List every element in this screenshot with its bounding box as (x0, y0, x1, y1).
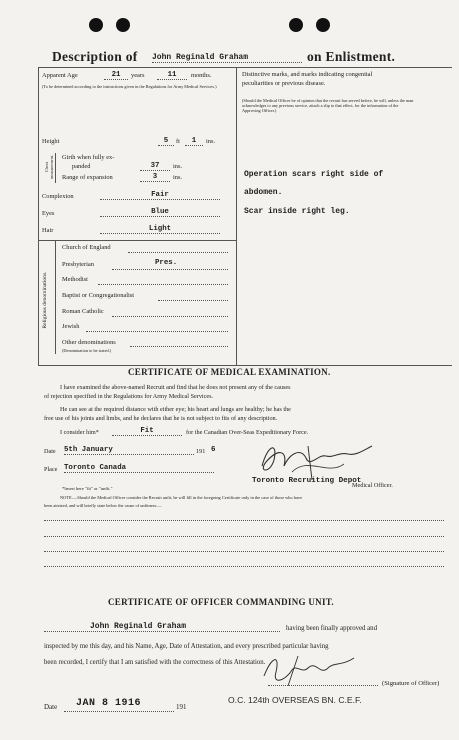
unfit-cause-line (44, 566, 444, 567)
officer-date-stamp: JAN 8 1916 (76, 698, 142, 709)
months-label: months. (191, 72, 212, 79)
hair-value: Light (100, 225, 220, 234)
religion-bracket (55, 240, 56, 354)
distinctive-note: (Should the Medical Officer be of opinion that the recruit has served before, he will, unless the man acknowledges to any previous service, attach a slip to that effect, for the information of the Approving Officer.) (242, 98, 414, 113)
religion-item-jewish: Jewish (62, 323, 80, 330)
religion-item-other: Other denominations (62, 339, 116, 346)
officer-date-line (64, 711, 174, 712)
medical-place-label: Place (44, 466, 58, 473)
ft-label: ft (176, 138, 180, 145)
religion-top-rule (38, 240, 236, 241)
punch-hole (289, 18, 303, 32)
punch-hole (116, 18, 130, 32)
religion-line (158, 300, 228, 301)
age-note: (To be determined according to the instructions given in the Regulations for Army Medical Services.) (42, 84, 217, 89)
religion-line (130, 346, 228, 347)
religion-item-methodist: Methodist (62, 276, 88, 283)
officer-recruit-name: John Reginald Graham (44, 622, 280, 632)
religion-item-roman-catholic: Roman Catholic (62, 308, 104, 315)
girth-label-1: Girth when fully ex- (62, 154, 115, 161)
girth-ins-label: ins. (173, 163, 183, 170)
officer-signature (258, 650, 358, 690)
religion-item-church-of-england: Church of England (62, 244, 111, 251)
officer-signature-line (268, 685, 378, 686)
fitness-value: Fit (112, 427, 182, 436)
hair-label: Hair (42, 227, 54, 234)
girth-value: 37 (140, 162, 170, 171)
ins-label: ins. (206, 138, 216, 145)
table-bottom-rule (38, 365, 452, 366)
table-top-rule (38, 67, 452, 68)
officer-date-label: Date (44, 703, 58, 711)
age-label: Apparent Age (42, 72, 78, 79)
medical-year-prefix: 191 (196, 448, 206, 455)
unfit-cause-line (44, 520, 444, 521)
officer-heading: CERTIFICATE OF OFFICER COMMANDING UNIT. (108, 597, 334, 607)
unfit-cause-line (44, 551, 444, 552)
recruit-name: John Reginald Graham (152, 53, 302, 63)
table-left-rule (38, 67, 39, 365)
height-inches: 1 (185, 137, 203, 146)
range-value: 3 (140, 173, 170, 182)
unfit-cause-line (44, 536, 444, 537)
chest-bracket (55, 153, 56, 183)
medical-para1-line1: I have examined the above-named Recruit and find that he does not present any of the causes (60, 384, 291, 391)
title-prefix: Description of (52, 49, 138, 64)
religion-presbyterian-value: Pres. (155, 259, 178, 267)
religion-line (128, 252, 228, 253)
unfit-note-line2: been attested, and will briefly state below the cause of unfitness:— (44, 503, 162, 508)
consider-prefix: I consider him* (60, 429, 99, 436)
medical-para2-line1: He can see at the required distance with either eye; his heart and lungs are healthy; he has the (60, 406, 291, 413)
unit-stamp: O.C. 124th OVERSEAS BN. C.E.F. (228, 695, 362, 705)
religion-item-presbyterian: Presbyterian (62, 261, 94, 268)
distinctive-label-1: Distinctive marks, and marks indicating congenital (242, 71, 373, 78)
officer-year-prefix: 191 (176, 703, 187, 711)
complexion-label: Complexion (42, 193, 74, 200)
years-label: years (131, 72, 145, 79)
complexion-value: Fair (100, 191, 220, 200)
medical-officer-signature (248, 436, 378, 486)
age-years: 21 (104, 71, 128, 80)
medical-place-value: Toronto Canada (64, 464, 214, 473)
religion-line (112, 316, 228, 317)
distinctive-line-1: Operation scars right side of (244, 170, 384, 179)
punch-hole (316, 18, 330, 32)
height-feet: 5 (158, 137, 174, 146)
depot-stamp: Toronto Recruiting Depot (252, 477, 362, 485)
range-ins-label: ins. (173, 174, 183, 181)
medical-year-digit: 6 (211, 446, 216, 454)
religion-item-baptist: Baptist or Congregationalist (62, 292, 135, 299)
eyes-value: Blue (100, 208, 220, 217)
officer-line3: been recorded, I certify that I am satisfied with the correctness of this Attestation. (44, 659, 266, 666)
officer-signature-label: (Signature of Officer) (382, 680, 440, 687)
officer-line1-suffix: having been finally approved and (286, 625, 377, 632)
chest-side-label: Chest measurement. (44, 155, 54, 179)
distinctive-label-2: peculiarities or previous disease. (242, 80, 326, 87)
age-months: 11 (157, 71, 187, 80)
punch-hole (89, 18, 103, 32)
distinctive-line-2: abdomen. (244, 188, 283, 197)
range-label: Range of expansion (62, 174, 113, 181)
eyes-label: Eyes (42, 210, 55, 217)
medical-date-label: Date (44, 448, 56, 455)
officer-line2: inspected by me this day, and his Name, Age, Date of Attestation, and every prescribed particular having (44, 643, 329, 650)
religion-line (98, 284, 228, 285)
girth-label-2: panded (72, 163, 91, 170)
medical-para2-line2: free use of his joints and limbs, and he declares that he is not subject to fits of any description. (44, 415, 278, 422)
consider-suffix: for the Canadian Over-Seas Expeditionary Force. (186, 429, 309, 436)
column-divider (236, 67, 237, 365)
insert-note: *Insert here "fit" or "unfit." (62, 486, 113, 491)
religion-line (86, 331, 228, 332)
height-label: Height (42, 138, 60, 145)
medical-para1-line2: of rejection specified in the Regulations for Army Medical Services. (44, 393, 214, 400)
religion-other-note: (Denomination to be stated.) (62, 348, 112, 353)
religion-side-label: Religious denominations. (42, 271, 48, 329)
medical-officer-label: Medical Officer. (352, 482, 393, 489)
title-suffix: on Enlistment. (307, 49, 396, 64)
religion-line (112, 269, 228, 270)
medical-heading: CERTIFICATE OF MEDICAL EXAMINATION. (128, 367, 331, 377)
unfit-note-line1: NOTE.—Should the Medical Officer consider the Recruit unfit, he will fill in the foregoing Certificate only in the case of those who have (60, 495, 303, 500)
medical-date-value: 5th January (64, 446, 194, 455)
distinctive-line-3: Scar inside right leg. (244, 207, 350, 216)
